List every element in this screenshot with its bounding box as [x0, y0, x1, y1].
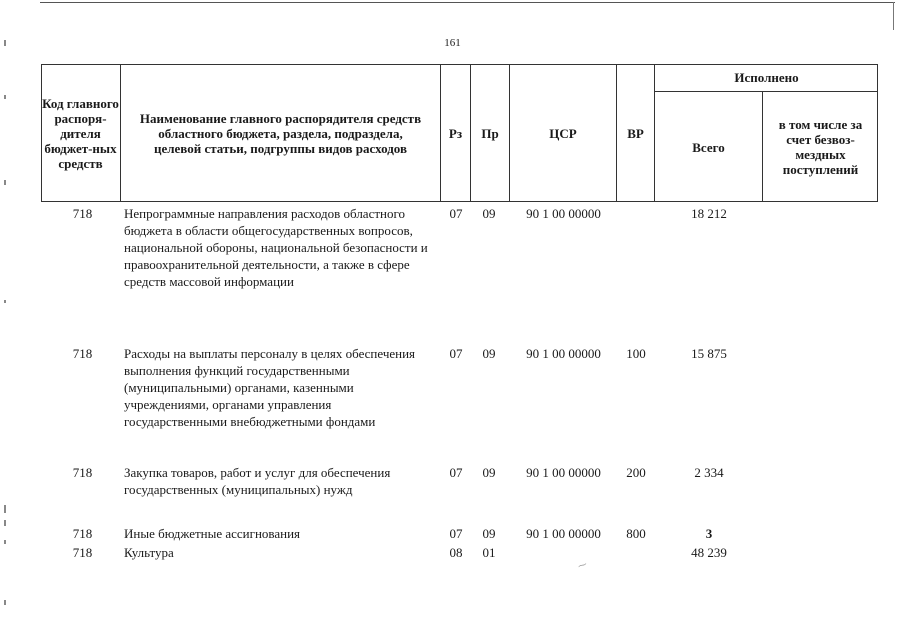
header-code: Код главного распоря-дителя бюджет-ных средств — [42, 95, 119, 171]
cell-name: Культура — [124, 545, 174, 560]
header-executed: Исполнено — [734, 70, 799, 85]
cell-rz: 07 — [449, 526, 463, 541]
header-csr: ЦСР — [549, 125, 577, 141]
cell-code: 718 — [72, 465, 93, 480]
cell-code: 718 — [72, 346, 93, 361]
cell-code: 718 — [72, 206, 93, 221]
header-gratuitous: в том числе за счет безвоз-мездных поступлений — [778, 117, 863, 177]
header-pr: Пр — [481, 125, 499, 141]
cell-pr: 09 — [482, 206, 496, 221]
cell-csr: 90 1 00 00000 — [526, 206, 601, 221]
cell-total: 15 875 — [691, 346, 727, 361]
cell-code: 718 — [72, 526, 93, 541]
cell-total: 18 212 — [691, 206, 727, 221]
right-border-line — [893, 2, 894, 30]
cell-name: Закупка товаров, работ и услуг для обеспечения государственных (муниципальных) нужд — [124, 465, 391, 497]
cell-csr: 90 1 00 00000 — [526, 526, 601, 541]
cell-vr: 800 — [626, 526, 646, 541]
cell-rz: 07 — [449, 465, 463, 480]
cell-code: 718 — [72, 545, 93, 560]
cell-pr: 09 — [482, 465, 496, 480]
cell-rz: 08 — [449, 545, 463, 560]
cell-rz: 07 — [449, 346, 463, 361]
top-border-line — [40, 2, 895, 3]
cell-name: Иные бюджетные ассигнования — [124, 526, 301, 541]
cell-name: Расходы на выплаты персоналу в целях обеспечения выполнения функций государственными (муниципальными) органами, казенными учреждениями, органами управления государственными внебюджетными фондами — [124, 346, 416, 429]
cell-vr: 200 — [626, 465, 646, 480]
scan-artifact: ⁓ — [576, 558, 589, 572]
page-number: 161 — [444, 37, 461, 49]
cell-pr: 09 — [482, 346, 496, 361]
header-total: Всего — [692, 139, 725, 155]
cell-rz: 07 — [449, 206, 463, 221]
header-name: Наименование главного распорядителя средств областного бюджета, раздела, подраздела, целевой статьи, подгруппы видов расходов — [139, 110, 422, 156]
cell-total: 2 334 — [694, 465, 724, 480]
cell-csr: 90 1 00 00000 — [526, 465, 601, 480]
cell-csr: 90 1 00 00000 — [526, 346, 601, 361]
cell-vr: 100 — [626, 346, 646, 361]
cell-total: 3 — [705, 526, 713, 541]
cell-pr: 01 — [482, 545, 496, 560]
header-rz: Рз — [448, 125, 463, 141]
cell-pr: 09 — [482, 526, 496, 541]
scan-edge-marks — [4, 0, 10, 635]
header-vr: ВР — [627, 125, 644, 141]
cell-total: 48 239 — [691, 545, 727, 560]
cell-name: Непрограммные направления расходов областного бюджета в области общегосударственных вопросов, национальной обороны, национальной безопасности и правоохранительной деятельности, а также в сфере средств массовой информации — [124, 206, 428, 289]
